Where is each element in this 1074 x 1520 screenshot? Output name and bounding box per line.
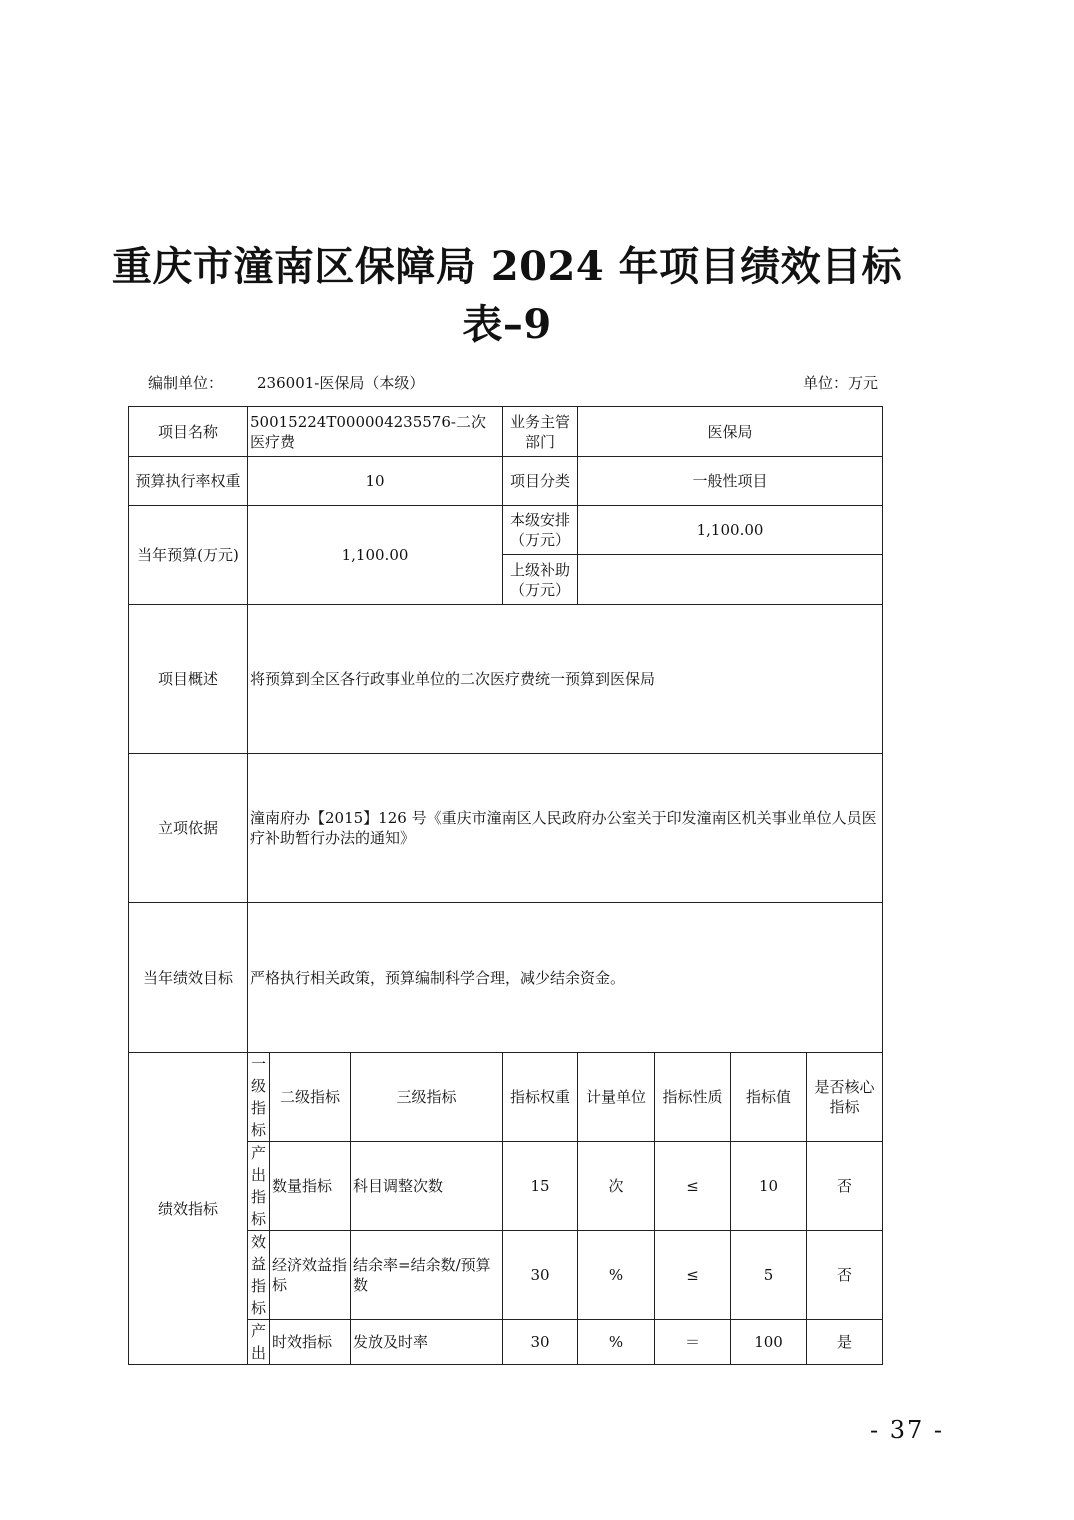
basis-value: 潼南府办【2015】126 号《重庆市潼南区人民政府办公室关于印发潼南区机关事业单位人员医疗补助暂行办法的通知》	[248, 754, 883, 903]
title-line-1: 重庆市潼南区保障局 2024 年项目绩效目标	[111, 243, 903, 290]
overview-value: 将预算到全区各行政事业单位的二次医疗费统一预算到医保局	[248, 605, 883, 754]
unit-cell: %	[578, 1320, 655, 1365]
level3-cell: 发放及时率	[351, 1320, 503, 1365]
nature-cell: ≤	[655, 1142, 731, 1231]
unit-cell: 次	[578, 1142, 655, 1231]
weight-label: 预算执行率权重	[129, 457, 248, 506]
level1-cell: 产出	[248, 1320, 270, 1365]
title-line-2: 表–9	[462, 301, 552, 348]
table-row	[129, 506, 883, 555]
dept-value: 医保局	[578, 407, 883, 457]
table-row	[129, 407, 883, 457]
document-title	[60, 238, 954, 354]
basis-label: 立项依据	[129, 754, 248, 903]
level2-cell: 时效指标	[270, 1320, 351, 1365]
upper-subsidy-label: 上级补助（万元）	[503, 555, 578, 605]
weight-cell: 30	[503, 1320, 578, 1365]
header-level3: 三级指标	[351, 1053, 503, 1142]
header-core: 是否核心指标	[807, 1053, 883, 1142]
compiling-unit	[148, 372, 424, 393]
nature-cell: ＝	[655, 1320, 731, 1365]
header-unit: 计量单位	[578, 1053, 655, 1142]
table-row	[129, 605, 883, 754]
goal-value: 严格执行相关政策，预算编制科学合理，减少结余资金。	[248, 903, 883, 1053]
table-row	[129, 754, 883, 903]
page-number: - 37 -	[869, 1416, 944, 1444]
indicator-header-row	[129, 1053, 883, 1142]
category-value: 一般性项目	[578, 457, 883, 506]
nature-cell: ≤	[655, 1231, 731, 1320]
table-row	[129, 457, 883, 506]
category-label: 项目分类	[503, 457, 578, 506]
project-name-label: 项目名称	[129, 407, 248, 457]
weight-cell: 30	[503, 1231, 578, 1320]
header-level1: 一级指标	[248, 1053, 270, 1142]
unit-cell: %	[578, 1231, 655, 1320]
overview-label: 项目概述	[129, 605, 248, 754]
dept-label: 业务主管部门	[503, 407, 578, 457]
header-weight: 指标权重	[503, 1053, 578, 1142]
core-cell: 是	[807, 1320, 883, 1365]
performance-target-table	[128, 406, 883, 1365]
level2-cell: 数量指标	[270, 1142, 351, 1231]
core-cell: 否	[807, 1231, 883, 1320]
level1-cell: 效益指标	[248, 1231, 270, 1320]
goal-label: 当年绩效目标	[129, 903, 248, 1053]
local-budget-value: 1,100.00	[578, 506, 883, 555]
value-cell: 10	[731, 1142, 807, 1231]
indicators-label: 绩效指标	[129, 1053, 248, 1365]
weight-value: 10	[248, 457, 503, 506]
budget-label: 当年预算(万元)	[129, 506, 248, 605]
upper-subsidy-value	[578, 555, 883, 605]
value-cell: 100	[731, 1320, 807, 1365]
weight-cell: 15	[503, 1142, 578, 1231]
level2-cell: 经济效益指标	[270, 1231, 351, 1320]
header-value: 指标值	[731, 1053, 807, 1142]
level3-cell: 科目调整次数	[351, 1142, 503, 1231]
table-row	[129, 903, 883, 1053]
project-name-value: 50015224T000004235576-二次医疗费	[248, 407, 503, 457]
level3-cell: 结余率=结余数/预算数	[351, 1231, 503, 1320]
value-cell: 5	[731, 1231, 807, 1320]
currency-unit: 单位：万元	[802, 374, 878, 392]
core-cell: 否	[807, 1142, 883, 1231]
header-level2: 二级指标	[270, 1053, 351, 1142]
header-nature: 指标性质	[655, 1053, 731, 1142]
local-budget-label: 本级安排（万元）	[503, 506, 578, 555]
compiling-unit-label: 编制单位：	[148, 374, 224, 392]
budget-value: 1,100.00	[248, 506, 503, 605]
compiling-unit-value: 236001-医保局（本级）	[257, 374, 425, 392]
level1-cell: 产出指标	[248, 1142, 270, 1231]
